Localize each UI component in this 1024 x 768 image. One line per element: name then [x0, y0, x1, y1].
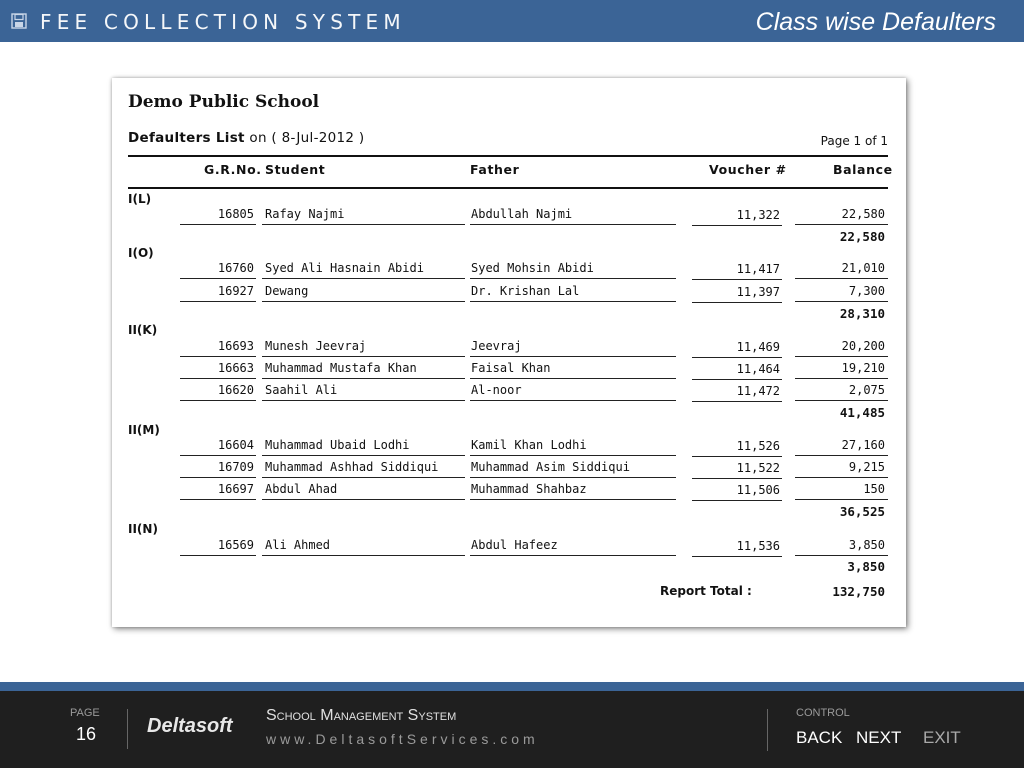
col-header-father: Father: [470, 162, 520, 177]
row-grno: 16709: [180, 459, 256, 478]
row-student: Ali Ahmed: [262, 537, 465, 556]
class-label: I(L): [128, 192, 152, 206]
row-father: Kamil Khan Lodhi: [470, 437, 676, 456]
app-title: FEE COLLECTION SYSTEM: [40, 10, 406, 34]
row-voucher: 11,469: [692, 339, 782, 358]
row-balance: 3,850: [795, 537, 888, 556]
row-father: Faisal Khan: [470, 360, 676, 379]
row-balance: 9,215: [795, 459, 888, 478]
row-voucher: 11,506: [692, 482, 782, 501]
report-total-value: 132,750: [832, 584, 885, 599]
row-voucher: 11,472: [692, 383, 782, 402]
class-subtotal: 22,580: [839, 229, 885, 244]
row-balance: 21,010: [795, 260, 888, 279]
page-label: PAGE: [70, 707, 100, 719]
header-rule-bottom: [128, 187, 888, 189]
row-student: Muhammad Ubaid Lodhi: [262, 437, 465, 456]
class-label: II(N): [128, 522, 158, 536]
row-student: Dewang: [262, 283, 465, 302]
next-button[interactable]: NEXT: [856, 728, 902, 747]
row-balance: 19,210: [795, 360, 888, 379]
row-father: Syed Mohsin Abidi: [470, 260, 676, 279]
class-label: II(K): [128, 323, 158, 337]
row-father: Dr. Krishan Lal: [470, 283, 676, 302]
row-father: Muhammad Asim Siddiqui: [470, 459, 676, 478]
system-name: School Management System: [266, 707, 457, 724]
website-text: www.DeltasoftServices.com: [266, 731, 539, 747]
row-father: Abdul Hafeez: [470, 537, 676, 556]
row-student: Muhammad Ashhad Siddiqui: [262, 459, 465, 478]
row-balance: 7,300: [795, 283, 888, 302]
row-student: Muhammad Mustafa Khan: [262, 360, 465, 379]
row-balance: 22,580: [795, 206, 888, 225]
report-total-label: Report Total :: [660, 584, 752, 598]
col-header-balance: Balance: [833, 162, 893, 177]
exit-button[interactable]: EXIT: [923, 728, 961, 747]
row-father: Jeevraj: [470, 338, 676, 357]
save-icon: [11, 13, 27, 29]
row-balance: 2,075: [795, 382, 888, 401]
row-voucher: 11,522: [692, 460, 782, 479]
class-label: I(O): [128, 246, 154, 260]
row-grno: 16693: [180, 338, 256, 357]
row-grno: 16620: [180, 382, 256, 401]
school-name: Demo Public School: [128, 92, 320, 112]
row-grno: 16663: [180, 360, 256, 379]
row-grno: 16927: [180, 283, 256, 302]
row-student: Syed Ali Hasnain Abidi: [262, 260, 465, 279]
control-label: CONTROL: [796, 707, 850, 719]
row-balance: 20,200: [795, 338, 888, 357]
footer: [0, 691, 1024, 768]
list-title: Defaulters List: [128, 130, 245, 146]
row-student: Rafay Najmi: [262, 206, 465, 225]
class-subtotal: 3,850: [847, 559, 885, 574]
row-balance: 150: [795, 481, 888, 500]
header-rule-top: [128, 155, 888, 157]
row-voucher: 11,397: [692, 284, 782, 303]
row-grno: 16760: [180, 260, 256, 279]
row-grno: 16604: [180, 437, 256, 456]
row-student: Munesh Jeevraj: [262, 338, 465, 357]
row-father: Abdullah Najmi: [470, 206, 676, 225]
title-bar: [0, 0, 1024, 42]
class-subtotal: 36,525: [839, 504, 885, 519]
class-subtotal: 41,485: [839, 405, 885, 420]
row-balance: 27,160: [795, 437, 888, 456]
row-voucher: 11,322: [692, 207, 782, 226]
class-subtotal: 28,310: [839, 306, 885, 321]
brand-logo: Deltasoft: [147, 715, 233, 737]
row-voucher: 11,464: [692, 361, 782, 380]
row-student: Saahil Ali: [262, 382, 465, 401]
report-date: on ( 8-Jul-2012 ): [249, 130, 365, 146]
row-grno: 16805: [180, 206, 256, 225]
row-father: Muhammad Shahbaz: [470, 481, 676, 500]
row-voucher: 11,526: [692, 438, 782, 457]
col-header-student: Student: [265, 162, 326, 177]
back-button[interactable]: BACK: [796, 728, 843, 747]
page-title: Class wise Defaulters: [755, 8, 996, 36]
col-header-voucher: Voucher #: [709, 162, 787, 177]
divider: [127, 709, 128, 749]
row-student: Abdul Ahad: [262, 481, 465, 500]
page-info: Page 1 of 1: [820, 134, 888, 148]
row-father: Al-noor: [470, 382, 676, 401]
row-voucher: 11,536: [692, 538, 782, 557]
row-grno: 16569: [180, 537, 256, 556]
footer-band: [0, 682, 1024, 691]
row-voucher: 11,417: [692, 261, 782, 280]
row-grno: 16697: [180, 481, 256, 500]
divider: [767, 709, 768, 751]
page-number: 16: [76, 724, 97, 744]
col-header-grno: G.R.No.: [204, 162, 262, 177]
report-title: [128, 130, 364, 146]
class-label: II(M): [128, 423, 160, 437]
report-page: [112, 78, 906, 627]
